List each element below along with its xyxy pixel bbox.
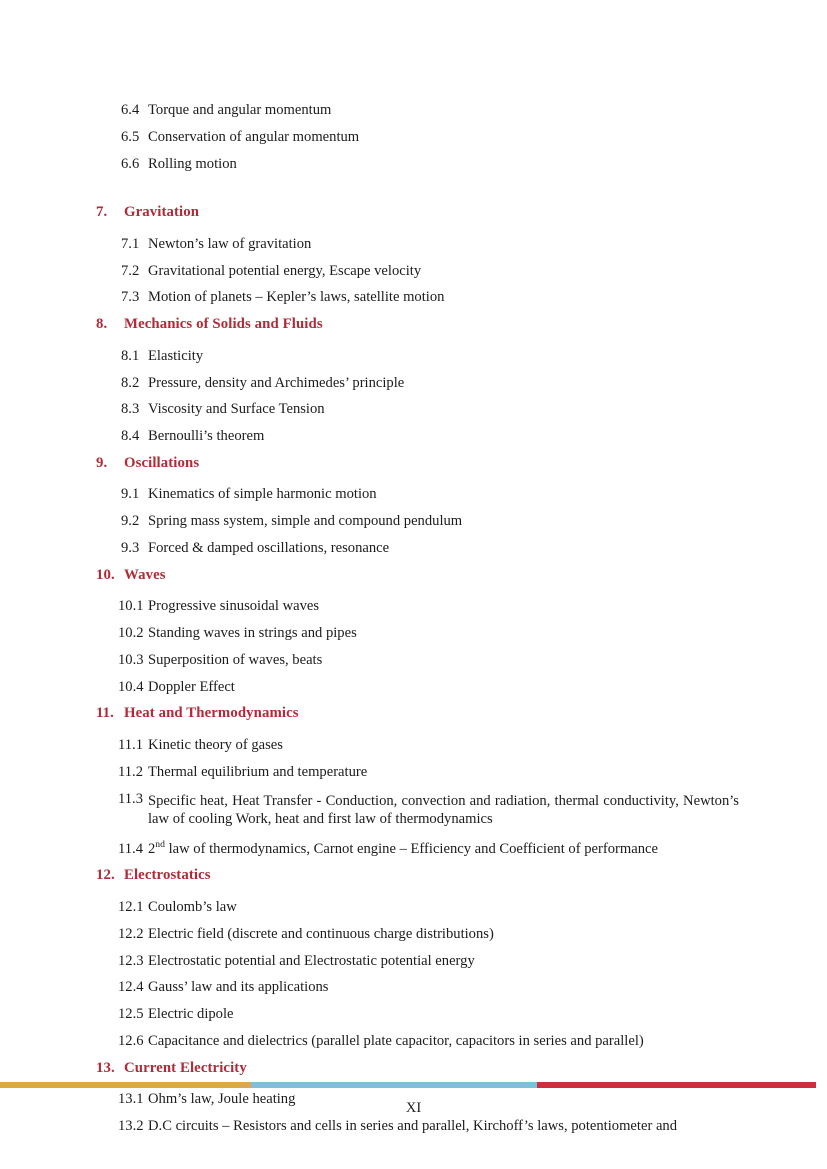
list-item-text bbox=[148, 838, 827, 857]
list-item bbox=[0, 349, 827, 364]
list-item-text: Pressure, density and Archimedes’ principle bbox=[148, 374, 405, 391]
list-item-text: Capacitance and dielectrics (parallel plate capacitor, capacitors in series and parallel) bbox=[148, 1032, 644, 1049]
list-item bbox=[0, 927, 827, 942]
list-item-text: Electric field (discrete and continuous charge distributions) bbox=[148, 925, 494, 942]
list-item-text: Rolling motion bbox=[148, 155, 237, 172]
list-item-number: 6.6 bbox=[121, 155, 140, 172]
list-item bbox=[0, 980, 827, 995]
list-item-number: 12.4 bbox=[118, 979, 144, 996]
list-item-number: 12.3 bbox=[118, 952, 144, 969]
list-item bbox=[0, 429, 827, 444]
list-item bbox=[0, 103, 827, 118]
list-item-number: 11.2 bbox=[118, 763, 143, 780]
section-heading-mechanics-of-solids-and-fluids bbox=[0, 317, 827, 333]
list-item bbox=[0, 541, 827, 556]
section-heading-electrostatics bbox=[0, 868, 827, 884]
section-number: 13. bbox=[96, 1059, 115, 1076]
list-item-text: Ohm’s law, Joule heating bbox=[148, 1091, 296, 1108]
footer-color-bars bbox=[0, 1082, 827, 1088]
list-item-text: Bernoulli’s theorem bbox=[148, 428, 265, 445]
list-item bbox=[0, 765, 827, 780]
list-item-text: Thermal equilibrium and temperature bbox=[148, 763, 368, 780]
section-number: 10. bbox=[96, 566, 115, 583]
section-title: Heat and Thermodynamics bbox=[124, 705, 299, 722]
list-item-text: Conservation of angular momentum bbox=[148, 128, 360, 145]
list-item bbox=[0, 1007, 827, 1022]
footer-bar-orange bbox=[0, 1082, 251, 1088]
list-item-text: Doppler Effect bbox=[148, 678, 235, 695]
list-item-number: 13.2 bbox=[118, 1117, 144, 1134]
section-heading-heat-and-thermodynamics bbox=[0, 706, 827, 722]
list-item bbox=[0, 792, 827, 830]
list-item-text: Motion of planets – Kepler’s laws, satellite motion bbox=[148, 289, 445, 306]
list-item-text: Gravitational potential energy, Escape velocity bbox=[148, 262, 422, 279]
section-title: Gravitation bbox=[124, 204, 200, 221]
list-item-text: Electric dipole bbox=[148, 1006, 234, 1023]
list-item-text: Viscosity and Surface Tension bbox=[148, 401, 325, 418]
list-item-number: 6.4 bbox=[121, 102, 140, 118]
section-heading-oscillations bbox=[0, 456, 827, 472]
list-item-number: 8.1 bbox=[121, 347, 140, 364]
section-heading-current-electricity bbox=[0, 1061, 827, 1077]
list-item bbox=[0, 157, 827, 172]
footer-bar-blue bbox=[251, 1082, 537, 1088]
list-item-number: 12.2 bbox=[118, 925, 144, 942]
list-item-number: 12.6 bbox=[118, 1032, 144, 1049]
list-item bbox=[0, 514, 827, 529]
list-item-number: 11.3 bbox=[118, 790, 143, 807]
section-title: Oscillations bbox=[124, 454, 200, 471]
list-item-text: Gauss’ law and its applications bbox=[148, 979, 329, 996]
list-item-number: 7.1 bbox=[121, 235, 140, 252]
continued-item-list bbox=[0, 103, 827, 171]
ordinal-base: 2 bbox=[148, 840, 156, 857]
list-item bbox=[0, 402, 827, 417]
list-item bbox=[0, 290, 827, 305]
list-item bbox=[0, 1119, 827, 1134]
section-number: 8. bbox=[96, 316, 108, 333]
footer-bar-red bbox=[537, 1082, 816, 1088]
list-item-text: Spring mass system, simple and compound pendulum bbox=[148, 513, 463, 530]
list-item-number: 6.5 bbox=[121, 128, 140, 145]
list-item-number: 11.4 bbox=[118, 840, 143, 857]
list-item-text: Specific heat, Heat Transfer - Conduction, convection and radiation, thermal conductivity, Newton’s law of cooling Work, heat and first law of thermodynamics bbox=[148, 792, 739, 828]
section-heading-gravitation bbox=[0, 205, 827, 221]
section-number: 11. bbox=[96, 705, 114, 722]
list-item bbox=[0, 838, 827, 857]
list-item-number: 7.2 bbox=[121, 262, 140, 279]
section-title: Mechanics of Solids and Fluids bbox=[124, 316, 323, 333]
list-item-number: 11.1 bbox=[118, 736, 143, 753]
section-number: 12. bbox=[96, 867, 115, 884]
list-item bbox=[0, 130, 827, 145]
list-item-text: Electrostatic potential and Electrostatic potential energy bbox=[148, 952, 475, 969]
list-item bbox=[0, 487, 827, 502]
list-item-number: 12.5 bbox=[118, 1006, 144, 1023]
list-item-text: Kinetic theory of gases bbox=[148, 736, 283, 753]
list-item-text: Standing waves in strings and pipes bbox=[148, 625, 357, 642]
list-item-number: 9.2 bbox=[121, 513, 140, 530]
section-number: 7. bbox=[96, 204, 108, 221]
list-item-number: 9.1 bbox=[121, 486, 140, 503]
list-item-text: Forced & damped oscillations, resonance bbox=[148, 539, 390, 556]
section-heading-waves bbox=[0, 568, 827, 584]
list-item-text: Superposition of waves, beats bbox=[148, 651, 323, 668]
list-item-number: 8.2 bbox=[121, 374, 140, 391]
section-number: 9. bbox=[96, 454, 108, 471]
list-item bbox=[0, 738, 827, 753]
list-item-text: Elasticity bbox=[148, 347, 204, 364]
list-item-number: 12.1 bbox=[118, 898, 144, 915]
list-item-number: 10.2 bbox=[118, 625, 144, 642]
list-item bbox=[0, 954, 827, 969]
list-item-text: Torque and angular momentum bbox=[148, 102, 332, 118]
section-title: Waves bbox=[124, 566, 166, 583]
list-item bbox=[0, 653, 827, 668]
list-item-number: 13.1 bbox=[118, 1091, 144, 1108]
list-item-text: Newton’s law of gravitation bbox=[148, 235, 312, 252]
list-item-number: 10.1 bbox=[118, 598, 144, 615]
list-item-number: 8.3 bbox=[121, 401, 140, 418]
list-item-number: 8.4 bbox=[121, 428, 140, 445]
page-number: XI bbox=[405, 1100, 422, 1116]
list-item-text: Progressive sinusoidal waves bbox=[148, 598, 320, 615]
list-item-text: D.C circuits – Resistors and cells in series and parallel, Kirchoff’s laws, potentiometer and bbox=[148, 1117, 678, 1134]
list-item-number: 7.3 bbox=[121, 289, 140, 306]
list-item-text: Kinematics of simple harmonic motion bbox=[148, 486, 377, 503]
list-item-number: 9.3 bbox=[121, 539, 140, 556]
section-title: Current Electricity bbox=[124, 1059, 247, 1076]
list-item bbox=[0, 599, 827, 614]
section-title: Electrostatics bbox=[124, 867, 211, 884]
syllabus-content bbox=[0, 103, 827, 1146]
list-item bbox=[0, 264, 827, 279]
section-spacer bbox=[0, 183, 827, 205]
list-item-number: 10.3 bbox=[118, 651, 144, 668]
list-item bbox=[0, 626, 827, 641]
list-item bbox=[0, 376, 827, 391]
list-item bbox=[0, 900, 827, 915]
list-item-text: Coulomb’s law bbox=[148, 898, 237, 915]
list-item bbox=[0, 1034, 827, 1049]
list-item-number: 10.4 bbox=[118, 678, 144, 695]
list-item-text-rest: law of thermodynamics, Carnot engine – Efficiency and Coefficient of performance bbox=[164, 840, 658, 857]
list-item bbox=[0, 680, 827, 695]
ordinal-suffix: nd bbox=[155, 838, 165, 850]
list-item bbox=[0, 237, 827, 252]
